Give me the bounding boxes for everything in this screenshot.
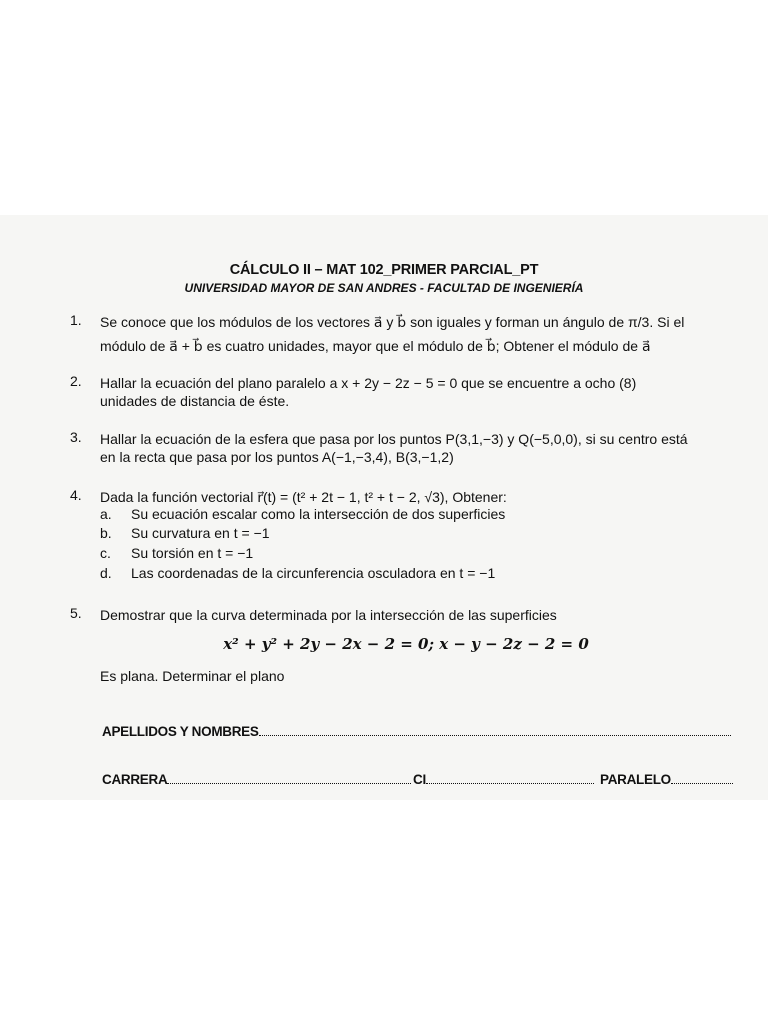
parallel-label: PARALELO [600,772,671,787]
career-field[interactable] [102,772,411,787]
question-5-number: 5. [70,605,82,621]
question-4-item-b-text: Su curvatura en t = −1 [131,525,270,541]
career-blank[interactable] [167,773,411,784]
question-4-item-b-letter: b. [100,525,112,541]
question-4-item-d-letter: d. [100,565,112,581]
question-3-line-2: en la recta que pasa por los puntos A(−1,−3,4), B(3,−1,2) [100,449,454,465]
names-blank[interactable] [259,725,731,736]
question-5-line-1: Demostrar que la curva determinada por la intersección de las superficies [100,607,557,623]
question-4-number: 4. [70,487,82,503]
ci-label: CI [413,772,426,787]
parallel-field[interactable] [600,772,733,787]
question-2-line-1: Hallar la ecuación del plano paralelo a x + 2y − 2z − 5 = 0 que se encuentre a ocho (8) [100,375,637,391]
ci-blank[interactable] [426,773,594,784]
question-4-item-a-letter: a. [100,506,112,522]
question-1-number: 1. [70,312,82,328]
question-4-item-a-text: Su ecuación escalar como la intersección de dos superficies [131,506,506,522]
question-2-line-2: unidades de distancia de éste. [100,393,290,409]
question-4-item-d-text: Las coordenadas de la circunferencia osculadora en t = −1 [131,565,496,581]
exam-subtitle: UNIVERSIDAD MAYOR DE SAN ANDRES - FACULTAD DE INGENIERÍA [184,281,584,295]
names-label: APELLIDOS Y NOMBRES [102,724,259,739]
exam-title: CÁLCULO II – MAT 102_PRIMER PARCIAL_PT [229,262,539,278]
question-1-line-1: Se conoce que los módulos de los vectores a⃗ y b⃗ son iguales y forman un ángulo de π/3. Si el [100,314,685,330]
question-2-number: 2. [70,373,82,389]
question-1-line-2: módulo de a⃗ + b⃗ es cuatro unidades, mayor que el módulo de b⃗; Obtener el módulo de a⃗ [100,338,651,354]
question-4-item-c-text: Su torsión en t = −1 [131,545,254,561]
question-5-line-2: Es plana. Determinar el plano [100,668,285,684]
question-4-item-c-letter: c. [100,545,111,561]
ci-field[interactable] [413,772,594,787]
question-3-number: 3. [70,429,82,445]
names-field[interactable] [102,724,731,739]
career-label: CARRERA [102,772,168,787]
question-4-line-1: Dada la función vectorial r⃗(t) = (t² + 2t − 1, t² + t − 2, √3), Obtener: [100,489,507,505]
question-5-equation: x² + y² + 2y − 2x − 2 = 0; x − y − 2z − 2 = 0 [223,635,589,653]
parallel-blank[interactable] [671,773,733,784]
question-3-line-1: Hallar la ecuación de la esfera que pasa por los puntos P(3,1,−3) y Q(−5,0,0), si su centro está [100,431,688,447]
